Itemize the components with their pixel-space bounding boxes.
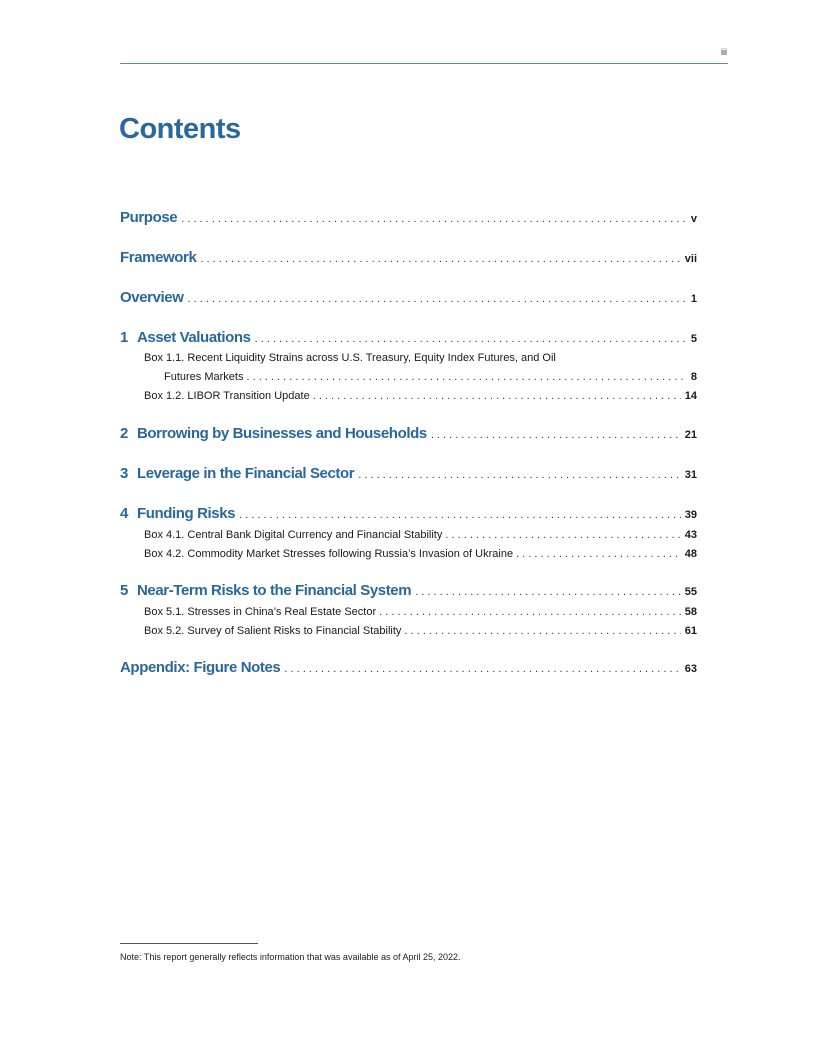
toc-page-number: 39	[684, 509, 697, 521]
toc-entry-appendix[interactable]	[120, 659, 697, 676]
chapter-title: Near-Term Risks to the Financial System	[136, 582, 412, 599]
toc-entry-label	[120, 582, 411, 599]
chapter-title: Leverage in the Financial Sector	[136, 465, 355, 482]
chapter-number: 5	[120, 582, 128, 599]
toc-page-number: 8	[690, 371, 697, 383]
dot-leader	[200, 253, 680, 265]
page-number: iii	[721, 47, 727, 57]
toc-entry-label	[120, 465, 354, 482]
toc-page-number: 48	[684, 548, 697, 560]
toc-box-label: Futures Markets	[164, 371, 244, 383]
toc-box-label: Box 1.2. LIBOR Transition Update	[144, 390, 310, 402]
dot-leader	[358, 469, 681, 481]
toc-page-number: 14	[684, 390, 697, 402]
toc-page-number: 5	[690, 333, 697, 345]
chapter-number: 4	[120, 505, 128, 522]
toc-box-4-1[interactable]	[144, 529, 697, 541]
toc-entry-overview[interactable]	[120, 289, 697, 306]
dot-leader	[516, 548, 681, 560]
toc-entry-label	[120, 425, 427, 442]
header-rule	[120, 63, 728, 64]
dot-leader	[415, 586, 681, 598]
dot-leader	[188, 293, 687, 305]
chapter-number: 2	[120, 425, 128, 442]
toc-box-1-1[interactable]	[164, 371, 697, 383]
chapter-title: Asset Valuations	[136, 329, 251, 346]
toc-box-5-2[interactable]	[144, 625, 697, 637]
chapter-title: Funding Risks	[136, 505, 236, 522]
dot-leader	[404, 625, 680, 637]
dot-leader	[379, 606, 681, 618]
toc-box-label: Box 4.1. Central Bank Digital Currency and Financial Stability	[144, 529, 443, 541]
toc-box-1-2[interactable]	[144, 390, 697, 402]
dot-leader	[255, 333, 687, 345]
toc-page-number: 61	[684, 625, 697, 637]
toc-entry-chapter-3[interactable]	[120, 465, 697, 482]
toc-box-4-2[interactable]	[144, 548, 697, 560]
toc-entry-purpose[interactable]	[120, 209, 697, 226]
toc-page-number: 55	[684, 586, 697, 598]
toc-page-number: v	[690, 213, 697, 225]
toc-entry-label	[120, 505, 235, 522]
dot-leader	[431, 429, 681, 441]
toc-box-label: Box 5.2. Survey of Salient Risks to Financial Stability	[144, 625, 402, 637]
toc-entry-label: Framework	[120, 249, 197, 266]
toc-entry-label: Overview	[120, 289, 184, 306]
dot-leader	[246, 371, 686, 383]
toc-entry-chapter-4[interactable]	[120, 505, 697, 522]
toc-page-number: 43	[684, 529, 697, 541]
toc-box-label: Box 5.1. Stresses in China’s Real Estate Sector	[144, 606, 377, 618]
toc-entry-label: Purpose	[120, 209, 178, 226]
dot-leader	[313, 390, 681, 402]
page-title: Contents	[119, 113, 241, 145]
toc-page-number: 58	[684, 606, 697, 618]
toc-entry-chapter-5[interactable]	[120, 582, 697, 599]
chapter-number: 3	[120, 465, 128, 482]
toc-page-number: vii	[684, 253, 697, 265]
toc-page-number: 1	[690, 293, 697, 305]
dot-leader	[239, 509, 681, 521]
toc-entry-label: Appendix: Figure Notes	[120, 659, 281, 676]
toc-page-number: 63	[684, 663, 697, 675]
toc-entry-chapter-1[interactable]	[120, 329, 697, 346]
toc-box-5-1[interactable]	[144, 606, 697, 618]
dot-leader	[445, 529, 680, 541]
toc-entry-framework[interactable]	[120, 249, 697, 266]
footnote-rule	[120, 943, 258, 944]
toc-entry-chapter-2[interactable]	[120, 425, 697, 442]
toc-page-number: 21	[684, 429, 697, 441]
chapter-title: Borrowing by Businesses and Households	[136, 425, 427, 442]
toc-box-label: Box 4.2. Commodity Market Stresses following Russia’s Invasion of Ukraine	[144, 548, 514, 560]
dot-leader	[181, 213, 687, 225]
chapter-number: 1	[120, 329, 128, 346]
toc-box-1-1-line-1[interactable]: Box 1.1. Recent Liquidity Strains across U.S. Treasury, Equity Index Futures, and Oil	[144, 352, 556, 364]
toc-page-number: 31	[684, 469, 697, 481]
toc-entry-label	[120, 329, 251, 346]
dot-leader	[284, 663, 680, 675]
footnote: Note: This report generally reflects information that was available as of April 25, 2022.	[120, 952, 461, 962]
